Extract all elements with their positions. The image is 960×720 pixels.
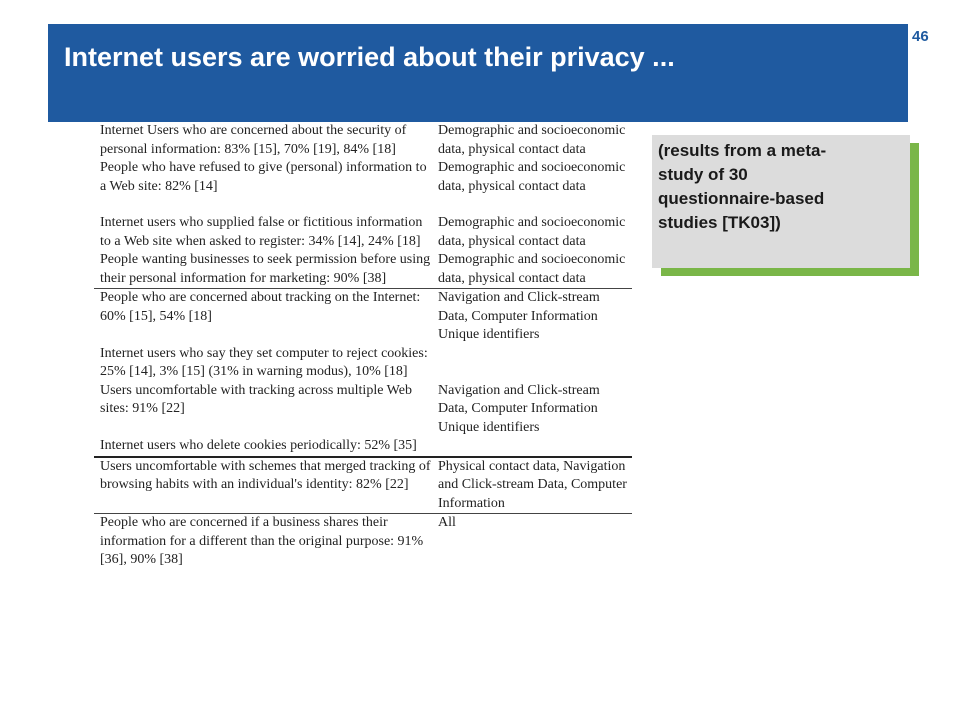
finding-cell: People who have refused to give (personal) information to a Web site: 82% [14] (100, 160, 427, 194)
finding-cell: Internet users who delete cookies periodically: 52% [35] (100, 438, 417, 453)
data-type-cell: Physical contact data, Navigation and Click-stream Data, Computer Information (432, 457, 632, 514)
finding-cell: Users uncomfortable with schemes that merged tracking of browsing habits with an individual's identity: 82% [22] (94, 457, 432, 514)
table-row (94, 214, 632, 251)
table-row (94, 122, 632, 159)
page-number: 46 (912, 28, 929, 45)
table-row (94, 345, 632, 382)
data-type-cell: Demographic and socioeconomic data, physical contact data (438, 123, 626, 157)
callout-text: (results from a meta- study of 30 questionnaire-based studies [TK03]) (658, 141, 827, 232)
data-type-cell: Demographic and socioeconomic data, physical contact data (438, 160, 626, 194)
table-row (94, 251, 632, 289)
finding-cell: Users uncomfortable with tracking across multiple Web sites: 91% [22] (100, 382, 412, 416)
finding-cell: Internet users who supplied false or fictitious information to a Web site when asked to register: 34% [14], 24% [18] (100, 215, 423, 249)
finding-cell: Internet users who say they set computer to reject cookies: 25% [14], 3% [15] (31% in warning modus), 10% [18] (100, 345, 428, 379)
data-type-cell: Navigation and Click-stream Data, Computer Information Unique identifiers (432, 289, 632, 345)
table-row (94, 514, 632, 570)
table-row (94, 457, 632, 514)
data-type-cell: Demographic and socioeconomic data, physical contact data (438, 252, 626, 286)
finding-cell: People who are concerned about tracking on the Internet: 60% [15], 54% [18] (94, 289, 432, 345)
table-row (94, 382, 632, 438)
privacy-survey-table (94, 122, 632, 570)
table-row (94, 289, 632, 345)
title-bar (48, 24, 908, 122)
table-row (94, 437, 632, 457)
finding-cell: People wanting businesses to seek permission before using their personal information for marketing: 90% [38] (100, 252, 431, 286)
table-row (94, 159, 632, 214)
finding-cell: Internet Users who are concerned about the security of personal information: 83% [15], 70% [19], 84% [18] (100, 123, 407, 157)
slide-title: Internet users are worried about their privacy ... (64, 42, 675, 72)
finding-cell: People who are concerned if a business shares their information for a different than the original purpose: 91% [36], 90% [38] (94, 514, 432, 570)
data-type-cell: Demographic and socioeconomic data, physical contact data (438, 215, 626, 249)
data-type-cell: All (432, 514, 632, 570)
callout-box (652, 135, 910, 268)
data-type-cell (432, 437, 632, 457)
data-type-cell: Navigation and Click-stream Data, Computer Information Unique identifiers (438, 382, 600, 435)
data-type-cell (432, 345, 632, 382)
